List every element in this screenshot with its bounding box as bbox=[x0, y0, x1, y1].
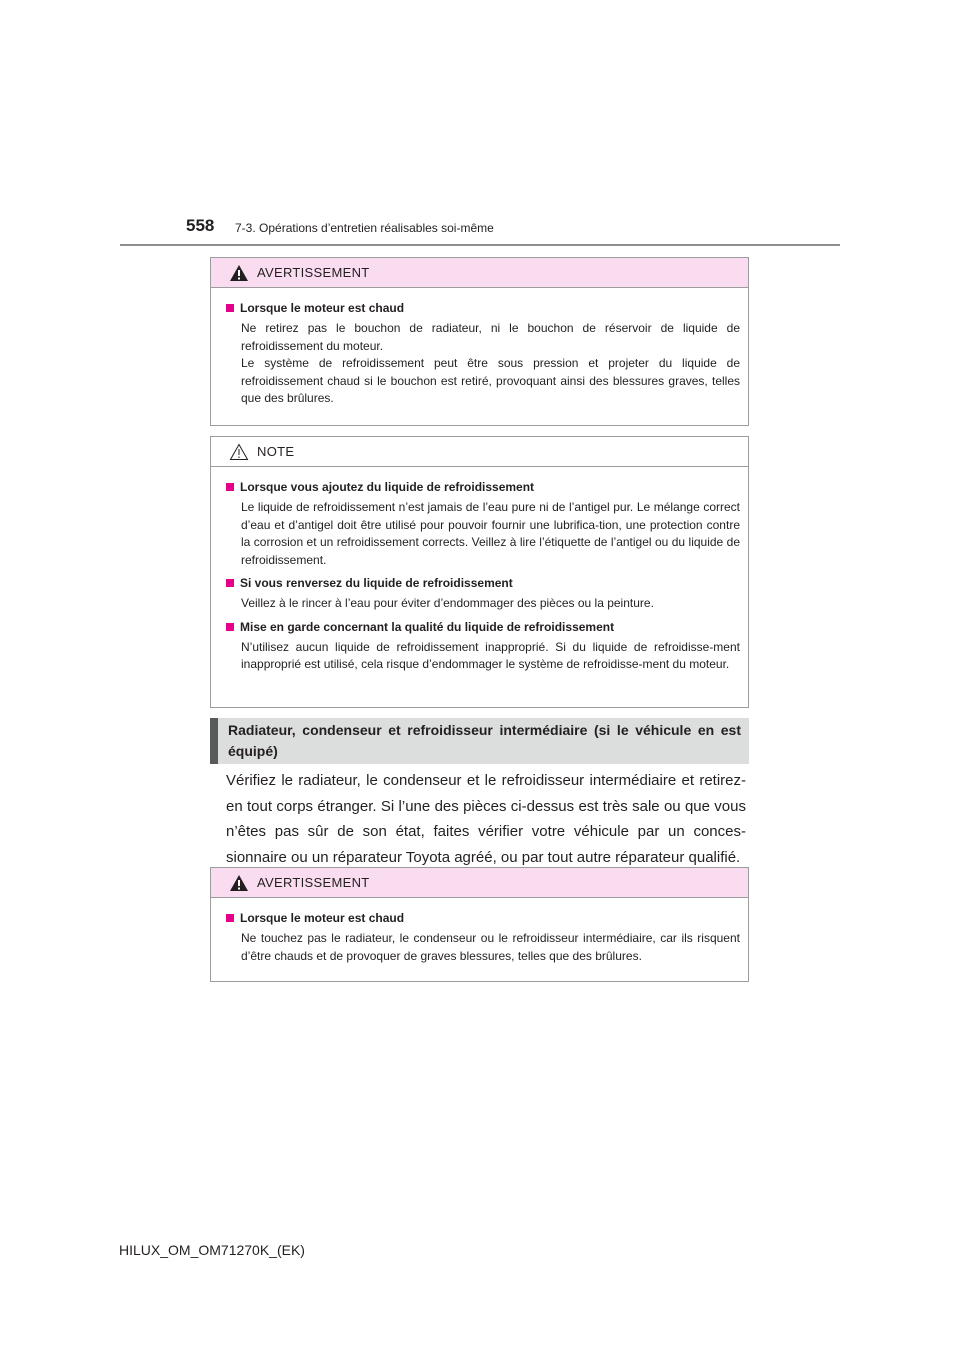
warning-box-bottom bbox=[210, 867, 749, 982]
warning-triangle-outline-icon bbox=[229, 443, 249, 461]
warning-item-text: Ne touchez pas le radiateur, le condenseur ou le refroidisseur intermédiaire, car ils risquent d’être chauds et de provoquer de graves blessures, telles que des brûlures. bbox=[241, 931, 740, 963]
note-item-title: Lorsque vous ajoutez du liquide de refroidissement bbox=[240, 480, 535, 494]
square-bullet-icon bbox=[226, 483, 234, 491]
square-bullet-icon bbox=[226, 623, 234, 631]
manual-code: HILUX_OM_OM71270K_(EK) bbox=[119, 1242, 305, 1258]
warning-box-header bbox=[211, 258, 748, 288]
note-label: NOTE bbox=[257, 444, 295, 459]
warning-item-text: Ne retirez pas le bouchon de radiateur, ni le bouchon de réservoir de liquide de refroidissement du moteur. bbox=[241, 321, 740, 353]
square-bullet-icon bbox=[226, 304, 234, 312]
note-item bbox=[226, 619, 740, 674]
section-heading-text: Radiateur, condenseur et refroidisseur intermédiaire (si le véhicule en est équipé) bbox=[228, 722, 741, 759]
square-bullet-icon bbox=[226, 579, 234, 587]
note-item-text: Veillez à le rincer à l’eau pour éviter d’endommager des pièces ou la peinture. bbox=[241, 596, 654, 610]
warning-item-title: Lorsque le moteur est chaud bbox=[240, 911, 405, 925]
section-title: 7-3. Opérations d’entretien réalisables soi-même bbox=[235, 221, 494, 235]
note-item bbox=[226, 479, 740, 569]
note-box bbox=[210, 436, 749, 708]
warning-item-title: Lorsque le moteur est chaud bbox=[240, 301, 405, 315]
warning-triangle-filled-icon bbox=[229, 264, 249, 282]
warning-box-top bbox=[210, 257, 749, 426]
header-rule bbox=[120, 244, 840, 246]
note-item bbox=[226, 575, 740, 613]
heading-accent-bar bbox=[210, 718, 218, 764]
warning-label: AVERTISSEMENT bbox=[257, 875, 370, 890]
square-bullet-icon bbox=[226, 914, 234, 922]
warning-item bbox=[226, 910, 740, 965]
warning-label: AVERTISSEMENT bbox=[257, 265, 370, 280]
note-item-title: Mise en garde concernant la qualité du liquide de refroidissement bbox=[240, 619, 615, 634]
body-paragraph: Vérifiez le radiateur, le condenseur et le refroidisseur intermédiaire et retirez-en tout corps étranger. Si l’une des pièces ci-dessus est très sale ou que vous n’êtes pas sûr de son état, faites vérifier votre véhicule par un conces-sionnaire ou un réparateur Toyota agréé, ou par tout autre réparateur qualifié. bbox=[226, 772, 746, 866]
warning-triangle-filled-icon bbox=[229, 874, 249, 892]
note-item-text: N’utilisez aucun liquide de refroidissement inapproprié. Si du liquide de refroidisse-ment inapproprié est utilisé, cela risque d’endommager le système de refroidisse-ment du moteur. bbox=[241, 639, 740, 671]
note-box-header bbox=[211, 437, 748, 467]
section-heading bbox=[210, 718, 749, 764]
note-item-title: Si vous renversez du liquide de refroidissement bbox=[240, 576, 513, 590]
page-number: 558 bbox=[186, 216, 215, 235]
warning-item bbox=[226, 300, 740, 408]
warning-item-text: Le système de refroidissement peut être sous pression et projeter du liquide de refroidissement chaud si le bouchon est retiré, provoquant ainsi des blessures graves, telles que des brûlures. bbox=[241, 356, 740, 405]
warning-box-header bbox=[211, 868, 748, 898]
note-item-text: Le liquide de refroidissement n’est jamais de l’eau pure ni de l’antigel pur. Le mélange correct d’eau et d’antigel doit être utilisé pour pouvoir fournir une lubrifica-tion, une protection contre la corrosion et un refroidissement corrects. Veillez à lire l’étiquette de l’antigel ou du liquide de refroidissement. bbox=[241, 500, 740, 567]
